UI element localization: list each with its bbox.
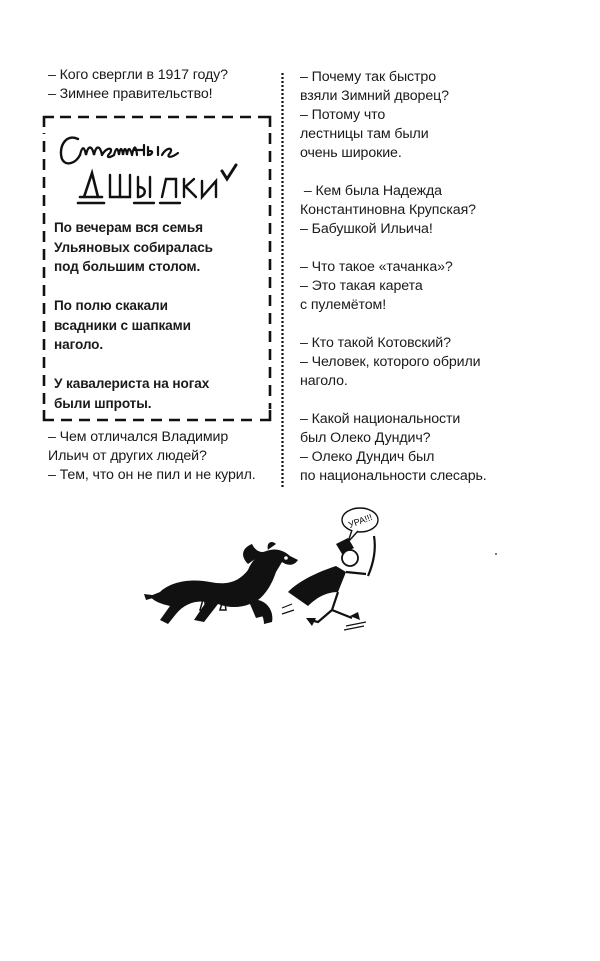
text-line: Ильич от других людей? — [48, 448, 207, 464]
text-line: – Кого свергли в 1917 году? — [48, 67, 228, 83]
text-line: всадники с шапками — [54, 317, 191, 333]
cavalry-illustration — [140, 500, 380, 640]
text-line: – Какой национальности — [300, 411, 461, 427]
speech-bubble-text: УРА!!! — [347, 512, 374, 530]
text-line: были шпроты. — [54, 395, 152, 411]
right-column-jokes — [300, 68, 560, 486]
blooper-paragraph — [54, 374, 269, 413]
text-line: очень широкие. — [300, 145, 402, 161]
text-line: – Чем отличался Владимир — [48, 429, 229, 445]
text-line: Константиновна Крупская? — [300, 202, 476, 218]
text-line: – Потому что — [300, 107, 386, 123]
left-bottom-joke — [48, 428, 288, 485]
text-line: – Почему так быстро — [300, 69, 437, 85]
handwritten-title-icon — [56, 125, 266, 215]
box-title-handwritten — [56, 125, 266, 215]
text-line: – Кто такой Котовский? — [300, 335, 451, 351]
joke-block — [300, 334, 560, 391]
print-speck — [495, 553, 497, 555]
joke-block — [300, 258, 560, 315]
text-line: По полю скакали — [54, 298, 168, 313]
text-line: лестницы там были — [300, 126, 429, 142]
joke-block — [300, 182, 560, 239]
text-line: – Зимнее правительство! — [48, 86, 213, 102]
funny-bloopers-box — [42, 115, 272, 422]
text-line: – Человек, которого обрили — [300, 354, 481, 370]
text-line: наголо. — [300, 373, 348, 389]
dotted-divider — [281, 72, 284, 490]
text-line: по национальности слесарь. — [300, 468, 487, 484]
text-line: был Олеко Дундич? — [300, 430, 431, 446]
text-line: – Олеко Дундич был — [300, 449, 435, 465]
text-line: Ульяновых собиралась — [54, 239, 213, 255]
text-line: наголо. — [54, 337, 104, 352]
text-line: – Тем, что он не пил и не курил. — [48, 467, 256, 483]
text-line: У кавалериста на ногах — [54, 376, 210, 391]
text-line: под большим столом. — [54, 259, 201, 274]
text-line: По вечерам вся семья — [54, 220, 203, 235]
horse-and-rider-icon — [140, 500, 380, 640]
blooper-paragraph — [54, 218, 269, 277]
text-line: с пулемётом! — [300, 297, 387, 313]
left-top-joke — [48, 66, 288, 104]
text-line: взяли Зимний дворец? — [300, 88, 449, 104]
joke-block — [300, 68, 560, 163]
text-line: – Это такая карета — [300, 278, 423, 294]
text-line: – Что такое «тачанка»? — [300, 259, 453, 275]
box-body — [54, 218, 269, 413]
text-line: – Кем была Надежда — [300, 183, 442, 199]
blooper-paragraph — [54, 296, 269, 355]
text-line: – Бабушкой Ильича! — [300, 221, 433, 237]
joke-block — [300, 410, 560, 486]
